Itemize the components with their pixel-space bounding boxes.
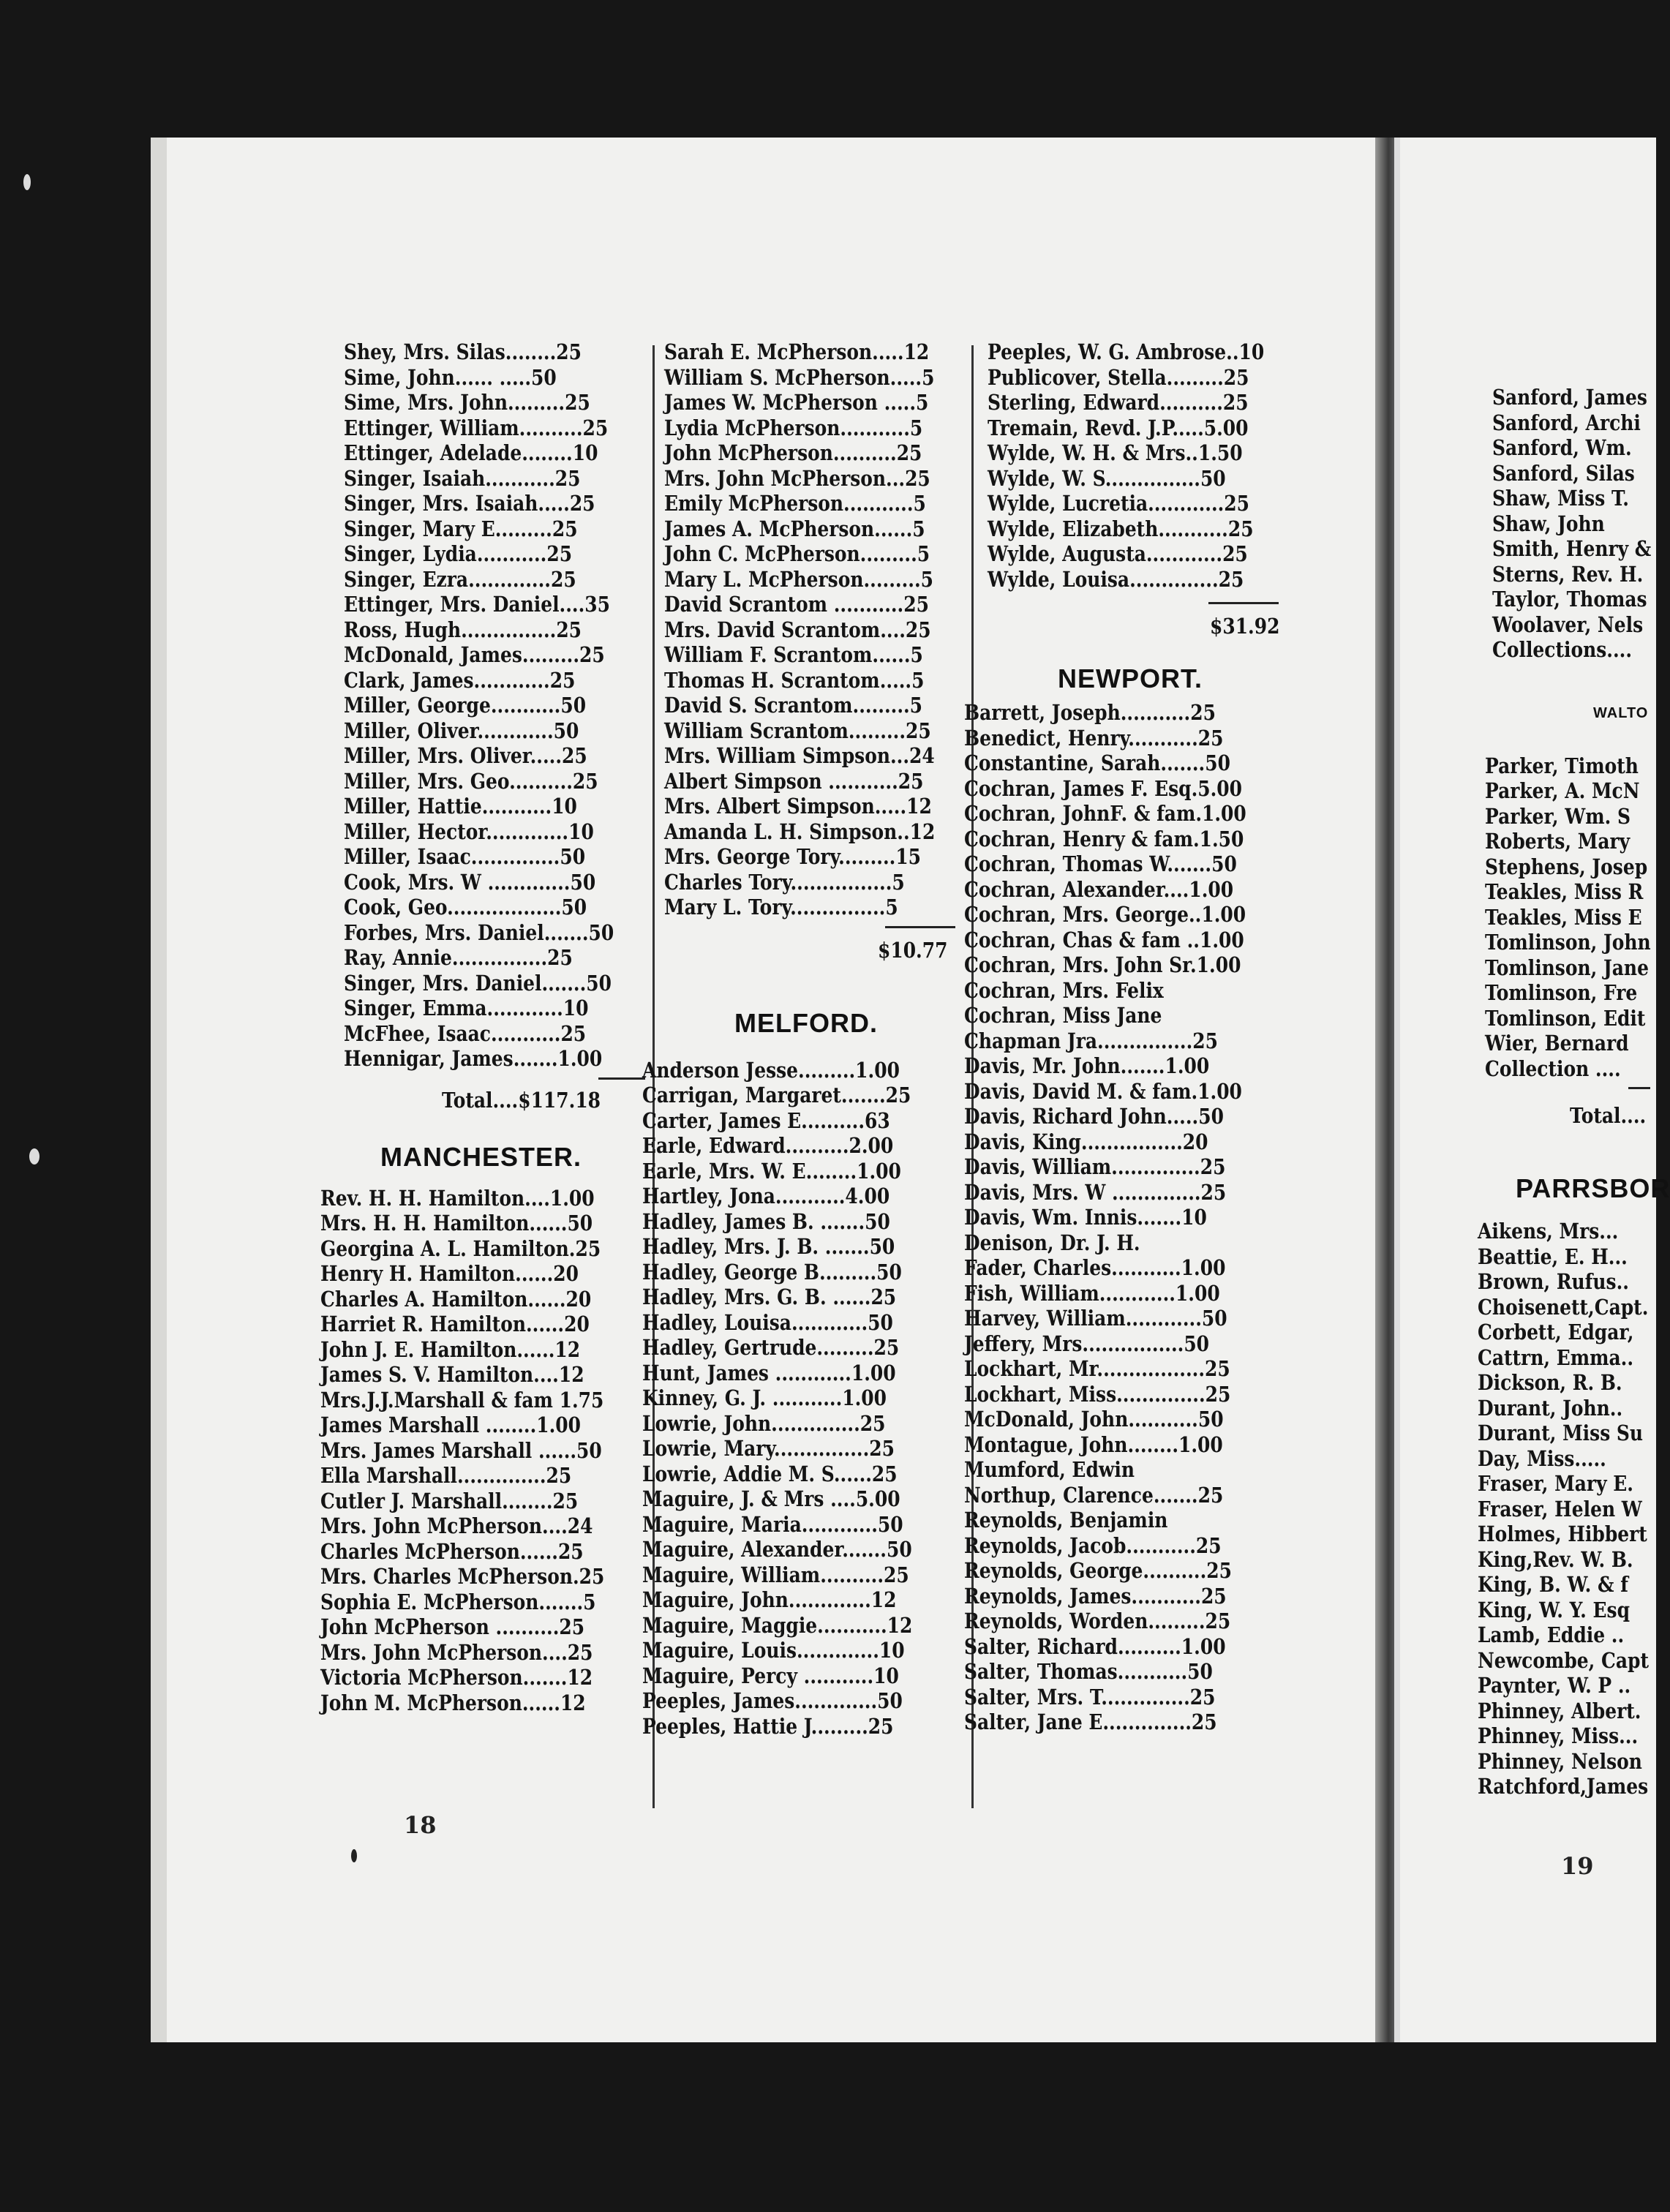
subscriber-entry: Singer, Mary E.........25 [344,516,578,541]
subscriber-entry: Benedict, Henry...........25 [964,725,1224,750]
subscriber-entry: McDonald, James.........25 [344,642,605,667]
subscriber-entry: Carter, James E..........63 [642,1107,890,1133]
subscriber-entry: Salter, Jane E..............25 [964,1709,1217,1734]
subscriber-entry: Cochran, Miss Jane [964,1003,1162,1028]
subscriber-entry: Miller, Oliver............50 [344,718,579,743]
subscriber-entry: Reynolds, James...........25 [964,1583,1227,1609]
subscriber-entry: Lockhart, Mr.................25 [964,1356,1230,1381]
subscriber-entry: Maguire, Percy ...........10 [642,1663,899,1688]
subscriber-entry: Wylde, Lucretia............25 [988,491,1250,516]
subscriber-entry: Reynolds, Benjamin [964,1508,1168,1532]
subscriber-entry: Cochran, James F. Esq.5.00 [964,775,1243,801]
subscriber-entry: King, W. Y. Esq [1478,1597,1630,1622]
subscriber-entry: Singer, Mrs. Daniel.......50 [344,970,612,996]
subscriber-entry: Cook, Mrs. W .............50 [344,869,596,895]
subscriber-entry: Dickson, R. B. [1478,1370,1622,1395]
column-total: Total....$117.18 [442,1087,601,1113]
subscriber-entry: Peeples, James.............50 [642,1688,903,1713]
subscriber-entry: King,Rev. W. B. [1478,1546,1633,1572]
section-heading-manchester: MANCHESTER. [380,1141,582,1172]
subscriber-entry: James Marshall ........1.00 [320,1412,582,1437]
subscriber-entry: Reynolds, Worden.........25 [964,1609,1231,1633]
subscriber-entry: Hadley, Mrs. G. B. ......25 [642,1284,897,1309]
subscriber-entry: Singer, Mrs. Isaiah.....25 [344,491,595,516]
subscriber-entry: Sarah E. McPherson.....12 [664,339,930,364]
subscriber-entry: Lowrie, Mary...............25 [642,1436,895,1461]
subscriber-entry: Roberts, Mary [1485,829,1630,854]
subscriber-entry: Cochran, Mrs. Felix [964,977,1164,1003]
subscriber-entry: Forbes, Mrs. Daniel.......50 [344,919,614,945]
subscriber-entry: William F. Scrantom......5 [664,642,923,667]
subscriber-entry: Maguire, Louis.............10 [642,1638,905,1663]
subscriber-entry: Sime, John...... .....50 [344,364,557,390]
total-rule [1628,1087,1650,1089]
subscriber-entry: William Scrantom.........25 [664,718,931,743]
subscriber-entry: Reynolds, Jacob...........25 [964,1532,1222,1558]
subscriber-entry: Sanford, Archi [1492,410,1641,435]
subscriber-entry: Sanford, Wm. [1492,435,1632,460]
subscriber-entry: Davis, William..............25 [964,1154,1226,1179]
subscriber-entry: Hadley, James B. .......50 [642,1208,890,1234]
subscriber-entry: McFhee, Isaac...........25 [344,1020,587,1046]
subscriber-entry: Beattie, E. H... [1478,1244,1628,1269]
subscriber-entry: Brown, Rufus.. [1478,1269,1629,1294]
subscriber-entry: Ella Marshall..............25 [320,1463,572,1488]
subscriber-entry: Lowrie, John..............25 [642,1410,886,1436]
subscriber-entry: Parker, Timoth [1485,753,1639,778]
subscriber-entry: Hunt, James ............1.00 [642,1360,896,1385]
subscriber-entry: Shaw, John [1492,511,1605,536]
subscriber-entry: Wylde, Louisa..............25 [988,566,1244,592]
subscriber-entry: Mrs. James Marshall ......50 [320,1437,602,1463]
section-heading-walton: WALTO [1593,704,1649,721]
subscriber-entry: Woolaver, Nels [1492,612,1644,637]
column-total: $31.92 [1210,614,1280,639]
subscriber-entry: Charles McPherson......25 [320,1538,584,1564]
subscriber-entry: James W. McPherson .....5 [664,390,929,415]
subscriber-entry: Maguire, John.............12 [642,1587,897,1612]
subscriber-entry: Ettinger, Mrs. Daniel....35 [344,592,610,617]
film-speck [23,174,31,190]
subscriber-entry: Kinney, G. J. ...........1.00 [642,1385,887,1410]
subscriber-entry: Tomlinson, John [1485,930,1651,955]
subscriber-entry: Wylde, W. S...............50 [988,465,1226,491]
subscriber-entry: Jeffery, Mrs................50 [964,1331,1210,1356]
subscriber-entry: Maguire, Maggie...........12 [642,1612,913,1638]
subscriber-entry: Lockhart, Miss..............25 [964,1381,1231,1407]
subscriber-entry: John J. E. Hamilton......12 [320,1336,581,1362]
subscriber-entry: Tomlinson, Edit [1485,1005,1646,1031]
subscriber-entry: Parker, A. McN [1485,778,1640,803]
subscriber-entry: Davis, David M. & fam.1.00 [964,1078,1242,1104]
subscriber-entry: Reynolds, George..........25 [964,1558,1232,1583]
subscriber-entry: Hadley, George B.........50 [642,1259,902,1284]
subscriber-entry: Charles A. Hamilton......20 [320,1286,592,1312]
subscriber-entry: Mrs. John McPherson...25 [664,465,930,491]
subscriber-entry: Cochran, Thomas W.......50 [964,851,1237,876]
subscriber-entry: Durant, John.. [1478,1395,1623,1421]
subscriber-entry: Clark, James............25 [344,667,576,693]
subscriber-entry: Ray, Annie...............25 [344,945,573,970]
column-total: Total.... [1570,1103,1647,1128]
subscriber-entry: Mrs. William Simpson...24 [664,743,935,768]
subscriber-entry: Emily McPherson...........5 [664,491,926,516]
subscriber-entry: Hennigar, James.......1.00 [344,1046,603,1071]
subscriber-entry: Amanda L. H. Simpson..12 [664,819,936,844]
subscriber-entry: Charles Tory................5 [664,869,905,895]
subscriber-entry: Holmes, Hibbert [1478,1521,1647,1546]
subscriber-entry: James A. McPherson......5 [664,516,925,541]
subscriber-entry: John McPherson..........25 [664,440,922,465]
subscriber-entry: Montague, John........1.00 [964,1432,1223,1457]
subscriber-entry: Mrs. David Scrantom....25 [664,617,931,642]
subscriber-entry: Denison, Dr. J. H. [964,1230,1140,1255]
subscriber-entry: Mary L. Tory...............5 [664,895,898,919]
subscriber-entry: David S. Scrantom.........5 [664,693,923,718]
column-total: $10.77 [878,937,948,963]
subscriber-entry: Mumford, Edwin [964,1457,1135,1482]
subscriber-entry: Earle, Mrs. W. E........1.00 [642,1158,901,1184]
subscriber-entry: Thomas H. Scrantom.....5 [664,667,925,693]
page-number-right: 19 [1561,1852,1594,1880]
subscriber-entry: Georgina A. L. Hamilton.25 [320,1235,601,1261]
subscriber-entry: Hadley, Gertrude.........25 [642,1335,900,1360]
subscriber-entry: Miller, Mrs. Geo..........25 [344,768,598,794]
subscriber-entry: Cochran, Alexander....1.00 [964,876,1234,902]
subscriber-entry: Singer, Emma............10 [344,996,589,1020]
section-heading-melford: MELFORD. [734,1007,878,1038]
subscriber-entry: Hartley, Jona...........4.00 [642,1184,890,1208]
subscriber-entry: Ross, Hugh...............25 [344,617,582,642]
subscriber-entry: Fraser, Helen W [1478,1496,1642,1521]
subscriber-entry: David Scrantom ...........25 [664,592,929,617]
subscriber-entry: Lydia McPherson...........5 [664,415,923,440]
subscriber-entry: Sanford, Silas [1492,460,1635,486]
subscriber-entry: Aikens, Mrs... [1478,1219,1619,1244]
subscriber-entry: Taylor, Thomas [1492,587,1647,612]
subscriber-entry: Miller, Hector.............10 [344,819,594,844]
subscriber-entry: Mary L. McPherson.........5 [664,566,933,592]
subscriber-entry: Parker, Wm. S [1485,803,1631,829]
subscriber-entry: Rev. H. H. Hamilton....1.00 [320,1185,595,1211]
subscriber-entry: Day, Miss..... [1478,1445,1606,1471]
subscriber-entry: Victoria McPherson.......12 [320,1665,593,1690]
subscriber-entry: Sophia E. McPherson.......5 [320,1589,596,1614]
subscriber-entry: Davis, Wm. Innis.......10 [964,1205,1207,1230]
subscriber-entry: John C. McPherson.........5 [664,541,930,566]
subscriber-entry: Mrs. Charles McPherson.25 [320,1564,605,1589]
subscriber-entry: Corbett, Edgar, [1478,1320,1634,1344]
subscriber-entry: Mrs. John McPherson....24 [320,1513,593,1538]
subscriber-entry: Phinney, Albert. [1478,1698,1641,1723]
subscriber-entry: Wylde, Elizabeth...........25 [988,516,1254,541]
subscriber-entry: Davis, Mr. John.......1.00 [964,1053,1210,1078]
subscriber-entry: Cochran, JohnF. & fam.1.00 [964,801,1246,826]
section-heading-newport: NEWPORT. [1058,663,1203,693]
subscriber-entry: Lowrie, Addie M. S......25 [642,1461,898,1486]
subscriber-entry: William S. McPherson.....5 [664,364,935,390]
subscriber-entry: Mrs. George Tory.........15 [664,844,922,869]
subscriber-entry: Stephens, Josep [1485,854,1648,879]
subscriber-entry: Miller, Isaac..............50 [344,844,586,869]
subscriber-entry: Wylde, W. H. & Mrs..1.50 [988,440,1243,465]
subscriber-entry: Chapman Jra...............25 [964,1028,1218,1053]
subscriber-entry: Harriet R. Hamilton......20 [320,1312,590,1336]
subscriber-entry: McDonald, John...........50 [964,1407,1224,1432]
subscriber-entry: Salter, Mrs. T..............25 [964,1684,1216,1709]
subscriber-entry: Durant, Miss Su [1478,1421,1644,1445]
subscriber-entry: Teakles, Miss E [1485,904,1642,930]
subscriber-entry: Carrigan, Margaret.......25 [642,1083,911,1107]
subscriber-entry: Anderson Jesse.........1.00 [642,1057,900,1083]
subscriber-entry: Tomlinson, Jane [1485,955,1649,980]
total-rule [885,926,955,928]
subscriber-entry: John M. McPherson......12 [320,1690,586,1715]
subscriber-entry: Shey, Mrs. Silas........25 [344,339,582,364]
total-rule [1208,602,1279,604]
subscriber-entry: Fader, Charles...........1.00 [964,1255,1226,1280]
subscriber-entry: Phinney, Miss... [1478,1723,1639,1748]
subscriber-entry: Wier, Bernard [1485,1031,1629,1056]
page-number-left: 18 [404,1811,437,1839]
subscriber-entry: Constantine, Sarah.......50 [964,750,1230,775]
subscriber-entry: Northup, Clarence.......25 [964,1482,1224,1508]
subscriber-entry: Peeples, Hattie J.........25 [642,1713,894,1739]
subscriber-entry: Cook, Geo..................50 [344,895,587,919]
subscriber-entry: Maguire, William..........25 [642,1562,909,1587]
subscriber-entry: King, B. W. & f [1478,1572,1628,1597]
subscriber-entry: Collection .... [1485,1056,1621,1081]
subscriber-entry: Cutler J. Marshall........25 [320,1488,579,1513]
subscriber-entry: Publicover, Stella.........25 [988,364,1249,390]
total-rule [598,1077,645,1080]
subscriber-entry: Shaw, Miss T. [1492,486,1629,511]
page-speck [351,1849,357,1862]
subscriber-entry: Maguire, Alexander.......50 [642,1537,912,1562]
subscriber-entry: Hadley, Louisa............50 [642,1309,893,1335]
subscriber-entry: Henry H. Hamilton......20 [320,1261,579,1286]
subscriber-entry: Earle, Edward..........2.00 [642,1133,894,1158]
subscriber-entry: Ettinger, Adelade........10 [344,440,598,465]
subscriber-entry: Teakles, Miss R [1485,879,1644,904]
subscriber-entry: Tomlinson, Fre [1485,980,1638,1005]
subscriber-entry: Ettinger, William..........25 [344,415,609,440]
subscriber-entry: Albert Simpson ...........25 [664,768,924,794]
subscriber-entry: Sanford, James [1492,385,1647,410]
subscriber-entry: Miller, Hattie...........10 [344,794,577,819]
subscriber-entry: Salter, Thomas...........50 [964,1659,1213,1684]
subscriber-entry: James S. V. Hamilton....12 [320,1362,584,1387]
subscriber-entry: Mrs. H. H. Hamilton......50 [320,1211,593,1235]
subscriber-entry: Smith, Henry & [1492,536,1652,561]
subscriber-entry: Cochran, Chas & fam ..1.00 [964,927,1244,952]
subscriber-entry: Wylde, Augusta............25 [988,541,1248,566]
subscriber-entry: Miller, George...........50 [344,693,587,718]
subscriber-entry: Fraser, Mary E. [1478,1471,1633,1496]
subscriber-entry: Collections.... [1492,637,1633,662]
subscriber-entry: Davis, Mrs. W ..............25 [964,1179,1227,1205]
subscriber-entry: Cattrn, Emma.. [1478,1344,1634,1370]
subscriber-entry: Fish, William............1.00 [964,1280,1220,1306]
subscriber-entry: Peeples, W. G. Ambrose..10 [988,339,1265,364]
subscriber-entry: John McPherson ..........25 [320,1614,585,1639]
subscriber-entry: Singer, Ezra.............25 [344,566,576,592]
subscriber-entry: Hadley, Mrs. J. B. .......50 [642,1234,895,1259]
subscriber-entry: Phinney, Nelson [1478,1748,1642,1774]
subscriber-entry: Mrs. John McPherson....25 [320,1639,593,1665]
subscriber-entry: Barrett, Joseph...........25 [964,700,1216,725]
subscriber-entry: Sime, Mrs. John.........25 [344,390,590,415]
film-speck [29,1148,40,1165]
subscriber-entry: Mrs. Albert Simpson.....12 [664,794,932,819]
subscriber-entry: Davis, King................20 [964,1129,1208,1154]
subscriber-entry: Miller, Mrs. Oliver.....25 [344,743,587,768]
subscriber-entry: Singer, Lydia...........25 [344,541,573,566]
subscriber-entry: Maguire, J. & Mrs ....5.00 [642,1486,900,1511]
subscriber-entry: Newcombe, Capt [1478,1647,1649,1673]
subscriber-entry: Singer, Isaiah...........25 [344,465,581,491]
subscriber-entry: Davis, Richard John.....50 [964,1104,1224,1129]
section-heading-parrsboro: PARRSBOR [1516,1173,1670,1203]
subscriber-entry: Salter, Richard..........1.00 [964,1633,1226,1659]
subscriber-entry: Lamb, Eddie .. [1478,1622,1625,1647]
subscriber-entry: Paynter, W. P .. [1478,1673,1631,1698]
subscriber-entry: Cochran, Henry & fam.1.50 [964,826,1244,851]
subscriber-entry: Cochran, Mrs. George..1.00 [964,902,1246,927]
subscriber-entry: Mrs.J.J.Marshall & fam 1.75 [320,1387,604,1412]
subscriber-entry: Sterling, Edward..........25 [988,390,1249,415]
subscriber-entry: Cochran, Mrs. John Sr.1.00 [964,952,1241,977]
subscriber-entry: Ratchford,James [1478,1774,1649,1799]
subscriber-entry: Choisenett,Capt. [1478,1294,1649,1320]
subscriber-entry: Tremain, Revd. J.P.....5.00 [988,415,1249,440]
subscriber-entry: Harvey, William............50 [964,1306,1227,1331]
subscriber-entry: Sterns, Rev. H. [1492,561,1644,587]
subscriber-entry: Maguire, Maria............50 [642,1511,903,1537]
